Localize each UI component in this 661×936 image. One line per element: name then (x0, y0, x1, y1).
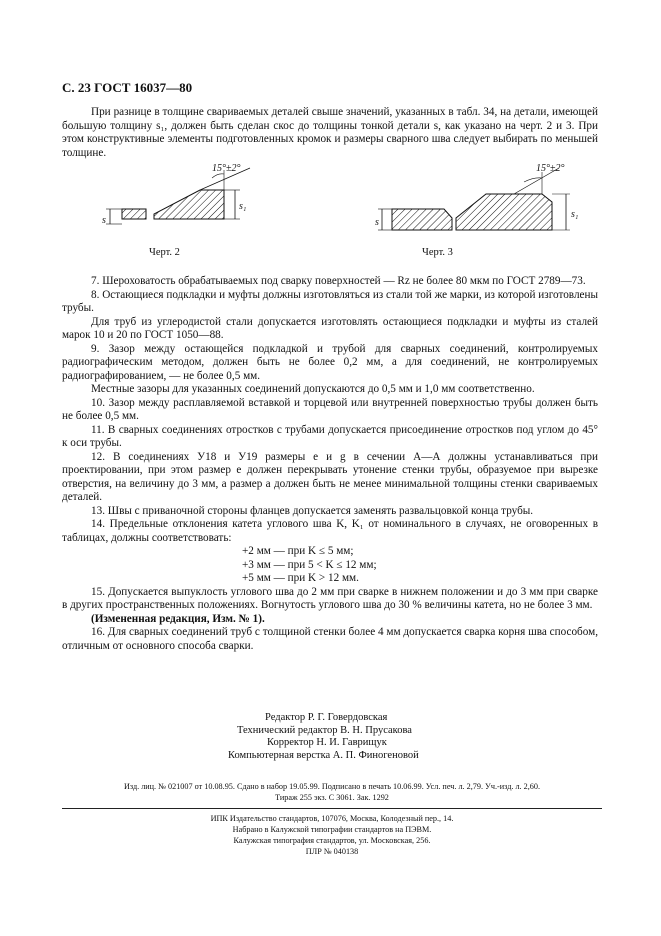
paragraph-9-note: Местные зазоры для указанных соединений допускаются до 0,5 мм и 1,0 мм соответственно. (91, 383, 535, 395)
paragraph-16: 16. Для сварных соединений труб с толщиной стенки более 4 мм допускается сварка корня шва способом, отличным от основного способа сварки. (62, 626, 598, 652)
publisher-line: ПЛР № 040138 (305, 847, 359, 856)
publisher-line: Калужская типография стандартов, ул. Московская, 256. (233, 836, 431, 845)
figures-row (62, 164, 598, 270)
amendment-note: (Измененная редакция, Изм. № 1). (91, 612, 265, 625)
paragraph-14: 14. Предельные отклонения катета углового шва K, K₁ от номинального в случаях, не оговоренных в таблицах, должны соответствовать: (62, 518, 598, 544)
tolerance-line: +2 мм — при K ≤ 5 мм; (242, 545, 354, 557)
fig3-caption: Черт. 3 (422, 247, 453, 258)
staff-tech-editor: Технический редактор В. Н. Прусакова (237, 724, 412, 736)
staff-layout: Компьютерная верстка А. П. Финогеновой (228, 749, 419, 761)
imprint (62, 781, 602, 803)
paragraph-13: 13. Швы с приваночной стороны фланцев допускается заменять развальцовкой конца трубы. (91, 504, 534, 517)
staff-editor: Редактор Р. Г. Говердовская (265, 712, 388, 723)
publisher-line: ИПК Издательство стандартов, 107076, Москва, Колодезный пер., 14. (210, 814, 454, 823)
tolerance-line: +5 мм — при K > 12 мм. (242, 572, 359, 584)
fig2-dim-s: s (102, 215, 106, 226)
figure-2-drawing (100, 164, 290, 244)
imprint-line: Изд. лиц. № 021007 от 10.08.95. Сдано в набор 19.05.99. Подписано в печать 10.06.99. Усл. печ. л. 2,79. Уч.-изд. л. 2,60. (123, 782, 541, 791)
paragraph-7: 7. Шероховатость обрабатываемых под сварку поверхностей — Rz не более 80 мкм по ГОСТ 2789—73. (91, 275, 586, 287)
paragraph-8-note: Для труб из углеродистой стали допускается изготовлять остающиеся подкладки и муфты из сталей марок 10 и 20 по ГОСТ 1050—88. (62, 315, 598, 341)
document-body (62, 106, 598, 653)
fig3-dim-s: s (375, 217, 379, 228)
fig3-angle-label: 15°±2° (536, 163, 565, 174)
staff-proofreader: Корректор Н. И. Гаврищук (267, 737, 387, 748)
paragraph-11: 11. В сварных соединениях отростков с трубами допускается присоединение отростков под углом до 45° к оси трубы. (62, 423, 598, 449)
editorial-staff (0, 712, 661, 762)
fig2-dim-s1: s₁ (239, 201, 247, 212)
divider (62, 808, 602, 809)
fig2-caption: Черт. 2 (149, 247, 180, 258)
page-header: С. 23 ГОСТ 16037—80 (62, 80, 193, 95)
paragraph-9: 9. Зазор между остающейся подкладкой и трубой для сварных соединений, контролируемых радиографическим методом, должен быть не более 0,2 мм, а для соединений, не контролируемых радиографированием, — не более 0,5 мм. (62, 342, 598, 382)
paragraph-15: 15. Допускается выпуклость углового шва до 2 мм при сварке в нижнем положении и до 3 мм при сварке в других пространственных положениях. Вогнутость углового шва до 30 % величины катета, но не более 3 мм. (62, 585, 598, 611)
tolerance-list (242, 545, 598, 586)
intro-paragraph: При разнице в толщине свариваемых деталей свыше значений, указанных в табл. 34, на детали, имеющей большую толщину s₁, должен быть сделан скос до толщины тонкой детали s, как указано на черт. 2 и 3. При этом конструктивные элементы подготовленных кромок и размеры сварного шва следует выбирать по меньшей толщине. (62, 106, 598, 159)
paragraph-10: 10. Зазор между расплавляемой вставкой и торцевой или внутренней поверхностью трубы должен быть не более 0,5 мм. (62, 396, 598, 422)
paragraph-8: 8. Остающиеся подкладки и муфты должны изготовляться из стали той же марки, из которой изготовлены трубы. (62, 288, 598, 314)
publisher-line: Набрано в Калужской типографии стандартов на ПЭВМ. (232, 825, 432, 834)
fig2-angle-label: 15°±2° (212, 163, 241, 174)
imprint-line: Тираж 255 экз. С 3061. Зак. 1292 (275, 793, 389, 802)
tolerance-line: +3 мм — при 5 < K ≤ 12 мм; (242, 558, 377, 571)
paragraph-12: 12. В соединениях У18 и У19 размеры e и g в сечении А—А должны устанавливаться при проектировании, при этом размер e должен перекрывать утонение стенки трубы, образуемое при вырезке отверстия, на величину до 3 мм, а размер a должен быть не менее минимальной толщины стенки свариваемых деталей. (62, 450, 598, 503)
fig3-dim-s1: s₁ (571, 209, 579, 220)
publisher-info (62, 813, 602, 857)
